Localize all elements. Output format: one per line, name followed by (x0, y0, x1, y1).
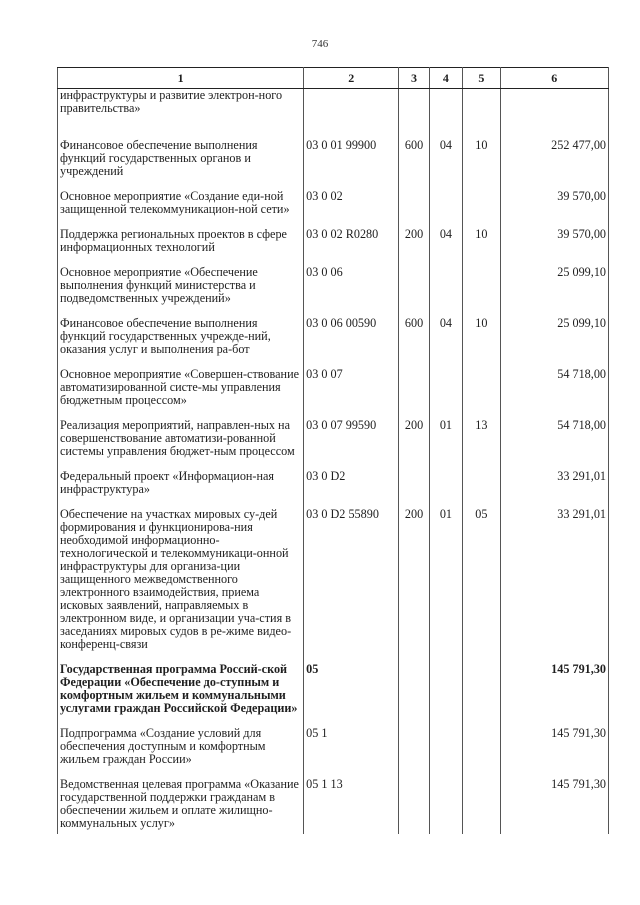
row-subsection: 10 (463, 228, 500, 266)
row-name: Обеспечение на участках мировых су-дей формирования и функционирова-ния необходимой информационно-технологической и телекоммуникаци-онной инфраструктуры для организа-ции защищенного межведомственного электронного взаимодействия, приема исковых заявлений, направляемых в электронном виде, и организации уча-стия в заседаниях мировых судов в ре-жиме видео-конференц-связи (58, 508, 304, 663)
table-row (58, 139, 609, 190)
row-name: Государственная программа Россий-ской Федерации «Обеспечение до-ступным и комфортным жильем и коммунальными услугами граждан Российской Федерации» (58, 663, 304, 727)
row-subsection: 10 (463, 317, 500, 368)
table-row (58, 419, 609, 470)
row-name: Ведомственная целевая программа «Оказание государственной поддержки гражданам в обеспечении жильем и оплате жилищно-коммунальных услуг» (58, 778, 304, 834)
row-amount: 252 477,00 (500, 139, 608, 190)
table-row (58, 266, 609, 317)
page-number: 746 (311, 38, 329, 50)
table-row (58, 368, 609, 419)
row-expense-type: 600 (399, 139, 429, 190)
row-section (429, 727, 462, 778)
row-code: 03 0 02 (304, 190, 399, 228)
row-section (429, 778, 462, 834)
row-code (304, 89, 399, 140)
column-header: 6 (500, 68, 608, 89)
table-row (58, 508, 609, 663)
row-amount: 145 791,30 (500, 778, 608, 834)
row-code: 03 0 06 00590 (304, 317, 399, 368)
row-subsection: 10 (463, 139, 500, 190)
row-section (429, 663, 462, 727)
row-name: Федеральный проект «Информацион-ная инфраструктура» (58, 470, 304, 508)
row-code: 03 0 06 (304, 266, 399, 317)
row-code: 05 (304, 663, 399, 727)
row-expense-type (399, 266, 429, 317)
row-name: Основное мероприятие «Совершен-ствование автоматизированной систе-мы управления бюджетным процессом» (58, 368, 304, 419)
row-code: 03 0 07 99590 (304, 419, 399, 470)
row-section (429, 470, 462, 508)
row-expense-type (399, 190, 429, 228)
column-header: 1 (58, 68, 304, 89)
row-section: 01 (429, 419, 462, 470)
row-subsection: 13 (463, 419, 500, 470)
row-subsection (463, 368, 500, 419)
row-section: 04 (429, 228, 462, 266)
table-row (58, 470, 609, 508)
row-name: Основное мероприятие «Обеспечение выполнения функций министерства и подведомственных учреждений» (58, 266, 304, 317)
row-code: 03 0 02 R0280 (304, 228, 399, 266)
row-subsection (463, 89, 500, 140)
row-section (429, 89, 462, 140)
row-expense-type (399, 368, 429, 419)
row-amount: 145 791,30 (500, 727, 608, 778)
table-row (58, 317, 609, 368)
row-code: 05 1 (304, 727, 399, 778)
row-expense-type: 200 (399, 508, 429, 663)
row-expense-type (399, 778, 429, 834)
row-code: 03 0 D2 (304, 470, 399, 508)
row-expense-type: 200 (399, 419, 429, 470)
row-subsection (463, 266, 500, 317)
row-amount: 145 791,30 (500, 663, 608, 727)
row-name: Реализация мероприятий, направлен-ных на совершенствование автоматизи-рованной системы управления бюджет-ным процессом (58, 419, 304, 470)
row-amount: 33 291,01 (500, 508, 608, 663)
row-expense-type: 600 (399, 317, 429, 368)
table-row (58, 727, 609, 778)
row-section (429, 190, 462, 228)
row-amount: 54 718,00 (500, 368, 608, 419)
table-row (58, 778, 609, 834)
row-section (429, 266, 462, 317)
row-section: 01 (429, 508, 462, 663)
column-header: 3 (399, 68, 429, 89)
row-subsection (463, 663, 500, 727)
row-name: Финансовое обеспечение выполнения функций государственных учрежде-ний, оказания услуг и выполнения ра-бот (58, 317, 304, 368)
row-code: 03 0 01 99900 (304, 139, 399, 190)
row-expense-type: 200 (399, 228, 429, 266)
column-header: 5 (463, 68, 500, 89)
row-section: 04 (429, 139, 462, 190)
table-header-row (58, 68, 609, 89)
column-header: 4 (429, 68, 462, 89)
row-name: инфраструктуры и развитие электрон-ного правительства» (58, 89, 304, 140)
row-amount: 39 570,00 (500, 228, 608, 266)
row-name: Основное мероприятие «Создание еди-ной защищенной телекоммуникацион-ной сети» (58, 190, 304, 228)
row-subsection (463, 470, 500, 508)
row-name: Финансовое обеспечение выполнения функций государственных органов и учреждений (58, 139, 304, 190)
table-row (58, 228, 609, 266)
row-amount: 25 099,10 (500, 266, 608, 317)
row-code: 03 0 07 (304, 368, 399, 419)
row-expense-type (399, 470, 429, 508)
row-subsection (463, 190, 500, 228)
row-amount: 33 291,01 (500, 470, 608, 508)
row-name: Подпрограмма «Создание условий для обеспечения доступным и комфортным жильем граждан России» (58, 727, 304, 778)
row-subsection (463, 727, 500, 778)
row-expense-type (399, 89, 429, 140)
row-name: Поддержка региональных проектов в сфере информационных технологий (58, 228, 304, 266)
row-section: 04 (429, 317, 462, 368)
row-amount: 39 570,00 (500, 190, 608, 228)
row-subsection (463, 778, 500, 834)
table-row (58, 89, 609, 140)
row-expense-type (399, 727, 429, 778)
row-amount: 54 718,00 (500, 419, 608, 470)
row-section (429, 368, 462, 419)
row-code: 03 0 D2 55890 (304, 508, 399, 663)
budget-table (57, 67, 609, 834)
row-subsection: 05 (463, 508, 500, 663)
table-row (58, 190, 609, 228)
table-row (58, 663, 609, 727)
column-header: 2 (304, 68, 399, 89)
row-code: 05 1 13 (304, 778, 399, 834)
row-expense-type (399, 663, 429, 727)
row-amount (500, 89, 608, 140)
row-amount: 25 099,10 (500, 317, 608, 368)
